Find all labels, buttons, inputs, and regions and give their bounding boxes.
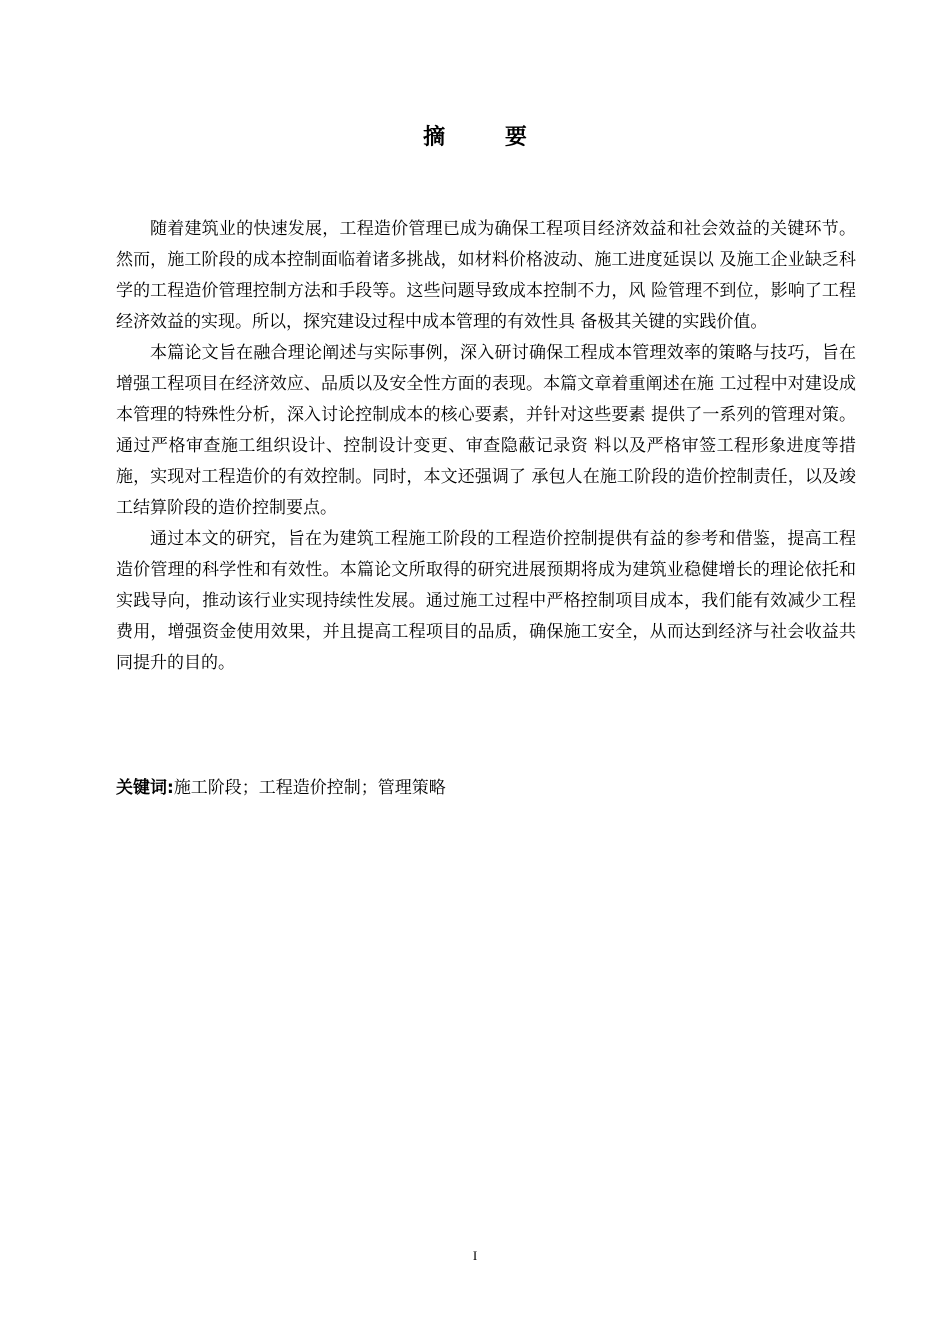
page-number: I <box>472 1248 478 1263</box>
abstract-paragraph-1: 随着建筑业的快速发展，工程造价管理已成为确保工程项目经济效益和社会效益的关键环节。然而，施工阶段的成本控制面临着诸多挑战，如材料价格波动、施工进度延误以 及施工企业缺乏科学的工程造价管理控制方法和手段等。这些问题导致成本控制不力，风 险管理不到位，影响了工程经济效益的实现。所以，探究建设过程中成本管理的有效性具 备极其关键的实践价值。 <box>116 219 856 332</box>
abstract-paragraph-2: 本篇论文旨在融合理论阐述与实际事例，深入研讨确保工程成本管理效率的策略与技巧，旨在增强工程项目在经济效应、品质以及安全性方面的表现。本篇文章着重阐述在施 工过程中对建设成本管理的特殊性分析，深入讨论控制成本的核心要素，并针对这些要素 提供了一系列的管理对策。通过严格审查施工组织设计、控制设计变更、审查隐蔽记录资 料以及严格审签工程形象进度等措施，实现对工程造价的有效控制。同时，本文还强调了 承包人在施工阶段的造价控制责任，以及竣工结算阶段的造价控制要点。 <box>116 343 856 518</box>
keywords-value: 施工阶段；工程造价控制；管理策略 <box>173 778 446 798</box>
keywords-line <box>116 773 856 804</box>
abstract-paragraph-3: 通过本文的研究，旨在为建筑工程施工阶段的工程造价控制提供有益的参考和借鉴，提高工程造价管理的科学性和有效性。本篇论文所取得的研究进展预期将成为建筑业稳健增长的理论依托和实践导向，推动该行业实现持续性发展。通过施工过程中严格控制项目成本，我们能有效减少工程费用，增强资金使用效果，并且提高工程项目的品质，确保施工安全，从而达到经济与社会收益共同提升的目的。 <box>116 529 856 673</box>
abstract-body <box>116 214 856 679</box>
keywords-label: 关键词: <box>116 778 174 798</box>
abstract-title: 摘 要 <box>423 125 553 150</box>
